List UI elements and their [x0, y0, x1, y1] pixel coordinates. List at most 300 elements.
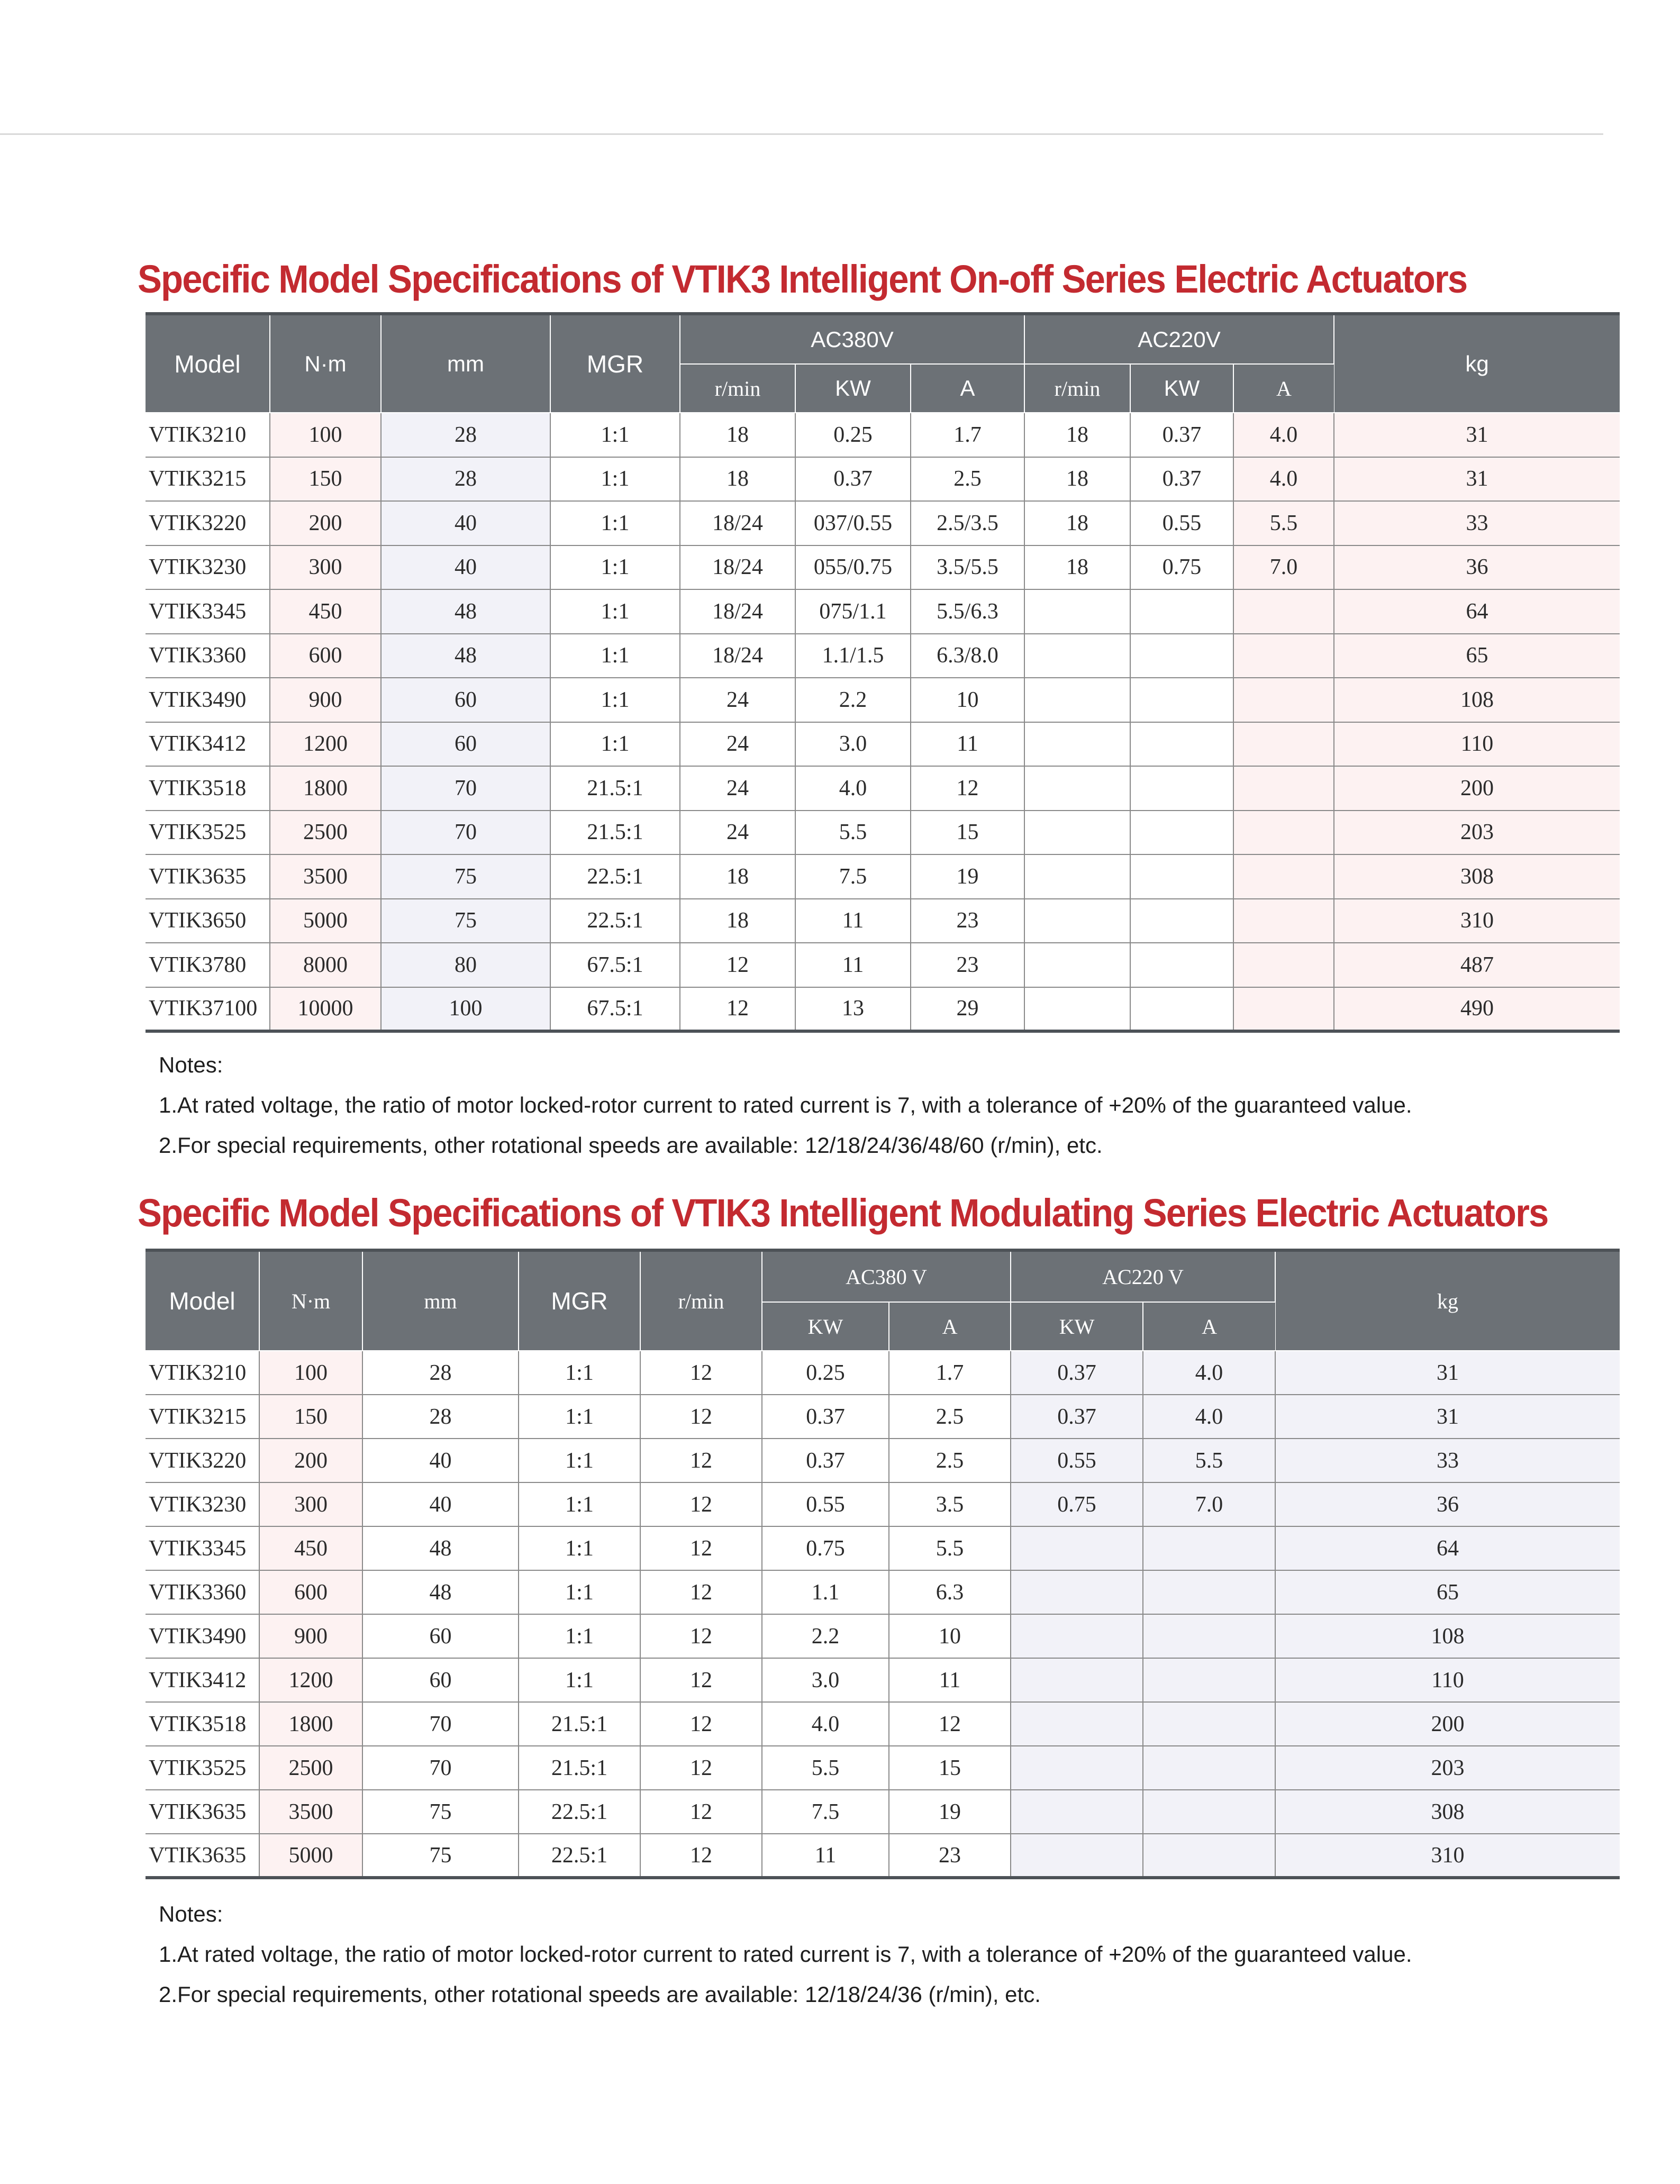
model-cell: VTIK3490	[146, 678, 270, 722]
model-cell: VTIK3525	[146, 811, 270, 855]
kw-220-cell	[1130, 678, 1233, 722]
torque-cell: 10000	[270, 987, 381, 1032]
header-kw-220: KW	[1130, 364, 1233, 413]
model-cell: VTIK3230	[146, 1482, 259, 1526]
mgr-cell: 1:1	[519, 1482, 640, 1526]
table-row	[146, 1351, 1620, 1395]
kw-220-cell	[1130, 634, 1233, 678]
model-cell: VTIK3635	[146, 1790, 259, 1834]
torque-cell: 450	[270, 589, 381, 634]
header-ac380: AC380 V	[762, 1250, 1011, 1302]
rmin-380-cell: 18/24	[680, 589, 795, 634]
kg-cell: 65	[1275, 1570, 1620, 1614]
table-row	[146, 1658, 1620, 1702]
rmin-220-cell	[1024, 811, 1130, 855]
table-row	[146, 1746, 1620, 1790]
torque-cell: 200	[259, 1439, 362, 1482]
table-row	[146, 1570, 1620, 1614]
mgr-cell: 1:1	[519, 1614, 640, 1658]
kg-cell: 487	[1334, 943, 1620, 987]
a-220-cell: 7.0	[1233, 545, 1334, 590]
a-380-cell: 5.5/6.3	[911, 589, 1024, 634]
kw-380-cell: 2.2	[762, 1614, 889, 1658]
mgr-cell: 1:1	[550, 634, 680, 678]
kw-220-cell	[1011, 1834, 1143, 1878]
rmin-380-cell: 24	[680, 678, 795, 722]
header-a-220: A	[1143, 1302, 1275, 1351]
a-220-cell	[1143, 1702, 1275, 1746]
a-220-cell	[1233, 899, 1334, 943]
a-380-cell: 23	[889, 1834, 1011, 1878]
kw-220-cell	[1011, 1526, 1143, 1570]
model-cell: VTIK3210	[146, 1351, 259, 1395]
rmin-220-cell	[1024, 722, 1130, 767]
kg-cell: 200	[1275, 1702, 1620, 1746]
kg-cell: 36	[1275, 1482, 1620, 1526]
kg-cell: 108	[1275, 1614, 1620, 1658]
kw-220-cell	[1011, 1790, 1143, 1834]
kw-220-cell	[1130, 722, 1233, 767]
rmin-380-cell: 18/24	[680, 501, 795, 545]
kw-380-cell: 0.55	[762, 1482, 889, 1526]
kw-380-cell: 3.0	[795, 722, 911, 767]
header-kg: kg	[1334, 314, 1620, 413]
kw-220-cell: 0.37	[1011, 1395, 1143, 1439]
a-220-cell: 4.0	[1233, 413, 1334, 457]
rmin-cell: 12	[640, 1746, 762, 1790]
header-torque: N·m	[270, 314, 381, 413]
kg-cell: 200	[1334, 766, 1620, 811]
model-cell: VTIK3345	[146, 1526, 259, 1570]
mm-cell: 70	[362, 1746, 519, 1790]
modulating-notes	[159, 1894, 1412, 2015]
onoff-note-1: 1.At rated voltage, the ratio of motor locked-rotor current to rated current is 7, with a tolerance of +20% of the guaranteed value.	[159, 1093, 1412, 1117]
a-380-cell: 11	[889, 1658, 1011, 1702]
rmin-220-cell: 18	[1024, 457, 1130, 502]
kg-cell: 308	[1334, 854, 1620, 899]
kw-220-cell	[1011, 1614, 1143, 1658]
kw-380-cell: 0.75	[762, 1526, 889, 1570]
table-row	[146, 1395, 1620, 1439]
modulating-notes-heading: Notes:	[159, 1901, 223, 1926]
kw-380-cell: 4.0	[795, 766, 911, 811]
kw-220-cell	[1130, 766, 1233, 811]
kw-380-cell: 0.37	[762, 1439, 889, 1482]
kg-cell: 310	[1334, 899, 1620, 943]
mgr-cell: 1:1	[550, 457, 680, 502]
torque-cell: 300	[270, 545, 381, 590]
mm-cell: 40	[362, 1439, 519, 1482]
a-380-cell: 1.7	[889, 1351, 1011, 1395]
table-row	[146, 722, 1620, 767]
a-220-cell	[1233, 589, 1334, 634]
modulating-table-body	[146, 1351, 1620, 1878]
a-220-cell	[1233, 854, 1334, 899]
kg-cell: 33	[1275, 1439, 1620, 1482]
rmin-cell: 12	[640, 1526, 762, 1570]
kg-cell: 36	[1334, 545, 1620, 590]
model-cell: VTIK3635	[146, 854, 270, 899]
mgr-cell: 1:1	[550, 413, 680, 457]
onoff-notes	[159, 1045, 1412, 1166]
rmin-220-cell	[1024, 766, 1130, 811]
kw-380-cell: 1.1	[762, 1570, 889, 1614]
header-kw-380: KW	[762, 1302, 889, 1351]
a-220-cell: 5.5	[1233, 501, 1334, 545]
table-row	[146, 634, 1620, 678]
mgr-cell: 1:1	[550, 678, 680, 722]
a-380-cell: 15	[889, 1746, 1011, 1790]
rmin-220-cell: 18	[1024, 545, 1130, 590]
kw-220-cell	[1130, 987, 1233, 1032]
kw-220-cell: 0.37	[1130, 413, 1233, 457]
rmin-220-cell	[1024, 678, 1130, 722]
mgr-cell: 1:1	[550, 589, 680, 634]
kw-380-cell: 4.0	[762, 1702, 889, 1746]
mgr-cell: 21.5:1	[519, 1702, 640, 1746]
kw-220-cell: 0.75	[1130, 545, 1233, 590]
a-220-cell	[1143, 1834, 1275, 1878]
rmin-cell: 12	[640, 1702, 762, 1746]
kw-220-cell	[1011, 1746, 1143, 1790]
kw-380-cell: 075/1.1	[795, 589, 911, 634]
table-row	[146, 1526, 1620, 1570]
a-380-cell: 5.5	[889, 1526, 1011, 1570]
header-rmin-380: r/min	[680, 364, 795, 413]
table-row	[146, 413, 1620, 457]
torque-cell: 2500	[259, 1746, 362, 1790]
a-380-cell: 10	[911, 678, 1024, 722]
a-380-cell: 2.5	[889, 1439, 1011, 1482]
mm-cell: 70	[381, 766, 550, 811]
a-220-cell: 5.5	[1143, 1439, 1275, 1482]
kw-380-cell: 7.5	[795, 854, 911, 899]
table-row	[146, 1614, 1620, 1658]
rmin-220-cell	[1024, 589, 1130, 634]
a-220-cell	[1233, 987, 1334, 1032]
table-row	[146, 1482, 1620, 1526]
torque-cell: 2500	[270, 811, 381, 855]
kw-220-cell	[1130, 899, 1233, 943]
header-ac220: AC220 V	[1011, 1250, 1275, 1302]
rmin-cell: 12	[640, 1834, 762, 1878]
torque-cell: 150	[270, 457, 381, 502]
a-220-cell	[1143, 1614, 1275, 1658]
torque-cell: 100	[259, 1351, 362, 1395]
mm-cell: 28	[362, 1395, 519, 1439]
kw-220-cell: 0.55	[1011, 1439, 1143, 1482]
torque-cell: 3500	[270, 854, 381, 899]
model-cell: VTIK3780	[146, 943, 270, 987]
mm-cell: 48	[381, 589, 550, 634]
a-380-cell: 2.5	[889, 1395, 1011, 1439]
model-cell: VTIK3412	[146, 1658, 259, 1702]
model-cell: VTIK3635	[146, 1834, 259, 1878]
top-divider	[0, 133, 1603, 135]
model-cell: VTIK3230	[146, 545, 270, 590]
mgr-cell: 67.5:1	[550, 987, 680, 1032]
model-cell: VTIK37100	[146, 987, 270, 1032]
table-row	[146, 854, 1620, 899]
rmin-380-cell: 18	[680, 854, 795, 899]
rmin-220-cell	[1024, 634, 1130, 678]
kg-cell: 490	[1334, 987, 1620, 1032]
a-380-cell: 3.5	[889, 1482, 1011, 1526]
a-380-cell: 6.3/8.0	[911, 634, 1024, 678]
rmin-380-cell: 18	[680, 457, 795, 502]
rmin-cell: 12	[640, 1658, 762, 1702]
rmin-cell: 12	[640, 1439, 762, 1482]
onoff-note-2: 2.For special requirements, other rotational speeds are available: 12/18/24/36/48/60 (r/min), etc.	[159, 1133, 1103, 1158]
kg-cell: 64	[1334, 589, 1620, 634]
table-row	[146, 1790, 1620, 1834]
model-cell: VTIK3490	[146, 1614, 259, 1658]
model-cell: VTIK3345	[146, 589, 270, 634]
rmin-380-cell: 18	[680, 413, 795, 457]
onoff-title: Specific Model Specifications of VTIK3 Intelligent On-off Series Electric Actuators	[138, 257, 1467, 301]
mgr-cell: 67.5:1	[550, 943, 680, 987]
a-380-cell: 15	[911, 811, 1024, 855]
mgr-cell: 1:1	[550, 501, 680, 545]
kw-220-cell: 0.75	[1011, 1482, 1143, 1526]
kw-380-cell: 5.5	[795, 811, 911, 855]
mm-cell: 80	[381, 943, 550, 987]
kw-380-cell: 0.25	[762, 1351, 889, 1395]
mm-cell: 75	[362, 1834, 519, 1878]
mm-cell: 28	[381, 413, 550, 457]
rmin-380-cell: 18	[680, 899, 795, 943]
rmin-cell: 12	[640, 1570, 762, 1614]
a-220-cell	[1143, 1790, 1275, 1834]
a-220-cell	[1143, 1570, 1275, 1614]
kw-220-cell	[1130, 811, 1233, 855]
model-cell: VTIK3412	[146, 722, 270, 767]
kw-380-cell: 1.1/1.5	[795, 634, 911, 678]
header-model: Model	[146, 1250, 259, 1351]
kw-220-cell: 0.55	[1130, 501, 1233, 545]
mm-cell: 75	[362, 1790, 519, 1834]
kw-220-cell	[1011, 1658, 1143, 1702]
header-a-220: A	[1233, 364, 1334, 413]
kw-220-cell	[1130, 943, 1233, 987]
a-380-cell: 29	[911, 987, 1024, 1032]
kg-cell: 108	[1334, 678, 1620, 722]
kw-220-cell	[1130, 589, 1233, 634]
mgr-cell: 1:1	[550, 545, 680, 590]
a-380-cell: 23	[911, 899, 1024, 943]
mm-cell: 48	[381, 634, 550, 678]
a-220-cell	[1233, 678, 1334, 722]
mgr-cell: 22.5:1	[550, 854, 680, 899]
torque-cell: 5000	[259, 1834, 362, 1878]
rmin-380-cell: 12	[680, 987, 795, 1032]
kw-380-cell: 0.37	[762, 1395, 889, 1439]
header-kg: kg	[1275, 1250, 1620, 1351]
kw-380-cell: 11	[795, 899, 911, 943]
rmin-cell: 12	[640, 1790, 762, 1834]
a-220-cell	[1233, 943, 1334, 987]
rmin-220-cell	[1024, 987, 1130, 1032]
torque-cell: 1200	[259, 1658, 362, 1702]
table-row	[146, 545, 1620, 590]
model-cell: VTIK3360	[146, 634, 270, 678]
kw-220-cell: 0.37	[1011, 1351, 1143, 1395]
mgr-cell: 22.5:1	[550, 899, 680, 943]
kg-cell: 31	[1275, 1395, 1620, 1439]
a-380-cell: 6.3	[889, 1570, 1011, 1614]
kw-220-cell: 0.37	[1130, 457, 1233, 502]
torque-cell: 3500	[259, 1790, 362, 1834]
torque-cell: 100	[270, 413, 381, 457]
mgr-cell: 1:1	[519, 1570, 640, 1614]
a-220-cell	[1233, 722, 1334, 767]
model-cell: VTIK3518	[146, 1702, 259, 1746]
kg-cell: 65	[1334, 634, 1620, 678]
torque-cell: 8000	[270, 943, 381, 987]
table-row	[146, 589, 1620, 634]
rmin-380-cell: 24	[680, 811, 795, 855]
kg-cell: 31	[1334, 413, 1620, 457]
a-220-cell	[1143, 1746, 1275, 1790]
kw-380-cell: 055/0.75	[795, 545, 911, 590]
header-a-380: A	[911, 364, 1024, 413]
kg-cell: 110	[1275, 1658, 1620, 1702]
kg-cell: 310	[1275, 1834, 1620, 1878]
table-row	[146, 1439, 1620, 1482]
header-torque: N·m	[259, 1250, 362, 1351]
table-row	[146, 457, 1620, 502]
table-row	[146, 501, 1620, 545]
mgr-cell: 1:1	[519, 1526, 640, 1570]
kw-380-cell: 0.37	[795, 457, 911, 502]
header-ac220: AC220V	[1024, 314, 1334, 364]
kw-380-cell: 11	[795, 943, 911, 987]
table-row	[146, 766, 1620, 811]
table-row	[146, 987, 1620, 1032]
rmin-380-cell: 18/24	[680, 634, 795, 678]
mgr-cell: 21.5:1	[519, 1746, 640, 1790]
model-cell: VTIK3220	[146, 501, 270, 545]
modulating-spec-table	[146, 1249, 1620, 1879]
mm-cell: 60	[381, 722, 550, 767]
header-rmin: r/min	[640, 1250, 762, 1351]
rmin-cell: 12	[640, 1614, 762, 1658]
torque-cell: 1200	[270, 722, 381, 767]
torque-cell: 600	[259, 1570, 362, 1614]
rmin-220-cell: 18	[1024, 501, 1130, 545]
a-220-cell: 4.0	[1143, 1351, 1275, 1395]
rmin-380-cell: 24	[680, 766, 795, 811]
header-kw-220: KW	[1011, 1302, 1143, 1351]
a-380-cell: 2.5	[911, 457, 1024, 502]
mm-cell: 40	[381, 501, 550, 545]
header-mgr: MGR	[519, 1250, 640, 1351]
kw-220-cell	[1130, 854, 1233, 899]
a-220-cell	[1233, 811, 1334, 855]
model-cell: VTIK3215	[146, 457, 270, 502]
model-cell: VTIK3360	[146, 1570, 259, 1614]
a-380-cell: 19	[911, 854, 1024, 899]
onoff-spec-table	[146, 312, 1620, 1033]
mgr-cell: 1:1	[519, 1439, 640, 1482]
header-mgr: MGR	[550, 314, 680, 413]
torque-cell: 900	[270, 678, 381, 722]
modulating-note-2: 2.For special requirements, other rotational speeds are available: 12/18/24/36 (r/min), etc.	[159, 1982, 1041, 2007]
torque-cell: 300	[259, 1482, 362, 1526]
model-cell: VTIK3210	[146, 413, 270, 457]
torque-cell: 1800	[270, 766, 381, 811]
header-mm: mm	[362, 1250, 519, 1351]
mgr-cell: 1:1	[519, 1395, 640, 1439]
header-kw-380: KW	[795, 364, 911, 413]
kg-cell: 33	[1334, 501, 1620, 545]
mm-cell: 100	[381, 987, 550, 1032]
torque-cell: 450	[259, 1526, 362, 1570]
a-380-cell: 12	[889, 1702, 1011, 1746]
mm-cell: 60	[362, 1614, 519, 1658]
torque-cell: 600	[270, 634, 381, 678]
mgr-cell: 22.5:1	[519, 1834, 640, 1878]
rmin-220-cell: 18	[1024, 413, 1130, 457]
kw-380-cell: 2.2	[795, 678, 911, 722]
rmin-380-cell: 18/24	[680, 545, 795, 590]
mgr-cell: 22.5:1	[519, 1790, 640, 1834]
a-220-cell: 4.0	[1143, 1395, 1275, 1439]
onoff-table-body	[146, 413, 1620, 1031]
rmin-380-cell: 12	[680, 943, 795, 987]
a-380-cell: 11	[911, 722, 1024, 767]
modulating-note-1: 1.At rated voltage, the ratio of motor locked-rotor current to rated current is 7, with a tolerance of +20% of the guaranteed value.	[159, 1942, 1412, 1967]
kw-380-cell: 5.5	[762, 1746, 889, 1790]
table-row	[146, 943, 1620, 987]
a-220-cell	[1233, 634, 1334, 678]
mgr-cell: 21.5:1	[550, 766, 680, 811]
a-380-cell: 12	[911, 766, 1024, 811]
mgr-cell: 21.5:1	[550, 811, 680, 855]
kw-380-cell: 13	[795, 987, 911, 1032]
mm-cell: 48	[362, 1570, 519, 1614]
model-cell: VTIK3518	[146, 766, 270, 811]
mgr-cell: 1:1	[519, 1351, 640, 1395]
rmin-220-cell	[1024, 943, 1130, 987]
a-220-cell	[1143, 1658, 1275, 1702]
torque-cell: 900	[259, 1614, 362, 1658]
mm-cell: 75	[381, 899, 550, 943]
kw-380-cell: 11	[762, 1834, 889, 1878]
mm-cell: 40	[362, 1482, 519, 1526]
table-row	[146, 899, 1620, 943]
a-380-cell: 10	[889, 1614, 1011, 1658]
kg-cell: 110	[1334, 722, 1620, 767]
a-220-cell	[1233, 766, 1334, 811]
kw-380-cell: 037/0.55	[795, 501, 911, 545]
kg-cell: 31	[1334, 457, 1620, 502]
header-rmin-220: r/min	[1024, 364, 1130, 413]
header-a-380: A	[889, 1302, 1011, 1351]
mm-cell: 40	[381, 545, 550, 590]
rmin-cell: 12	[640, 1351, 762, 1395]
mm-cell: 48	[362, 1526, 519, 1570]
mm-cell: 75	[381, 854, 550, 899]
kw-380-cell: 0.25	[795, 413, 911, 457]
kg-cell: 31	[1275, 1351, 1620, 1395]
kg-cell: 203	[1275, 1746, 1620, 1790]
model-cell: VTIK3215	[146, 1395, 259, 1439]
table-row	[146, 1834, 1620, 1878]
modulating-title: Specific Model Specifications of VTIK3 Intelligent Modulating Series Electric Actuators	[138, 1191, 1548, 1235]
a-380-cell: 23	[911, 943, 1024, 987]
header-model: Model	[146, 314, 270, 413]
